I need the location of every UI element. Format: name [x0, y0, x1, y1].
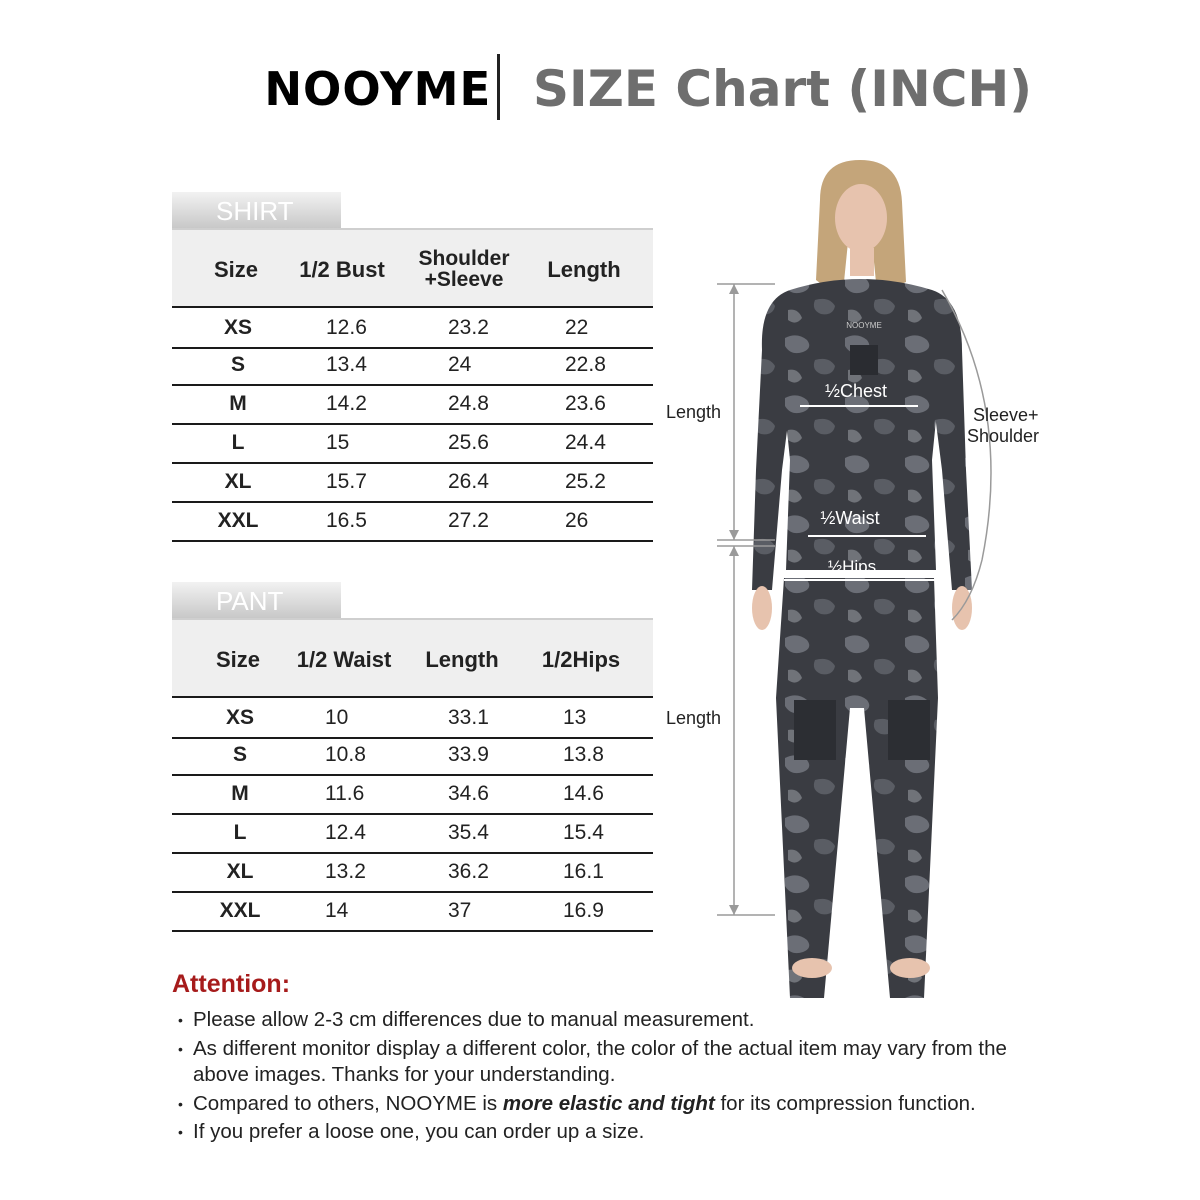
value-cell: 11.6	[325, 782, 365, 805]
waist-label: ½Waist	[820, 508, 880, 528]
col-header-size: Size	[215, 646, 261, 672]
attention-heading: Attention:	[172, 970, 291, 998]
table-row	[172, 852, 653, 893]
value-cell: 14	[325, 899, 349, 922]
value-cell: 15.4	[563, 821, 604, 844]
value-cell: 24.8	[448, 392, 489, 415]
col-header-bust: 1/2 Bust	[299, 256, 385, 282]
header-divider	[497, 54, 500, 120]
value-cell: 10	[325, 706, 349, 729]
brand-logo: NOOYME	[264, 62, 492, 116]
pant-size-table	[172, 582, 653, 932]
table-row	[172, 891, 653, 932]
col-header-hips: 1/2Hips	[541, 646, 621, 672]
value-cell: 22.8	[565, 353, 606, 376]
size-cell: XXL	[219, 899, 261, 922]
value-cell: 12.6	[326, 316, 367, 339]
table-row	[172, 345, 653, 386]
value-cell: 13.8	[563, 743, 604, 766]
note-text: Compared to others, NOOYME is	[193, 1091, 503, 1115]
value-cell: 26	[565, 509, 589, 532]
table-row	[172, 462, 653, 503]
note-item	[178, 1036, 1038, 1089]
note-text: If you prefer a loose one, you can order up a size.	[193, 1120, 645, 1143]
size-cell: M	[231, 782, 249, 805]
sleeve-label-line2: Shoulder	[967, 426, 1040, 446]
size-cell: M	[229, 392, 247, 415]
value-cell: 25.2	[565, 470, 606, 493]
pant-table-header	[172, 618, 653, 698]
size-cell: S	[232, 743, 247, 766]
table-row	[172, 501, 653, 542]
value-cell: 33.1	[448, 706, 489, 729]
value-cell: 12.4	[325, 821, 366, 844]
table-row	[172, 774, 653, 815]
value-cell: 25.6	[448, 431, 489, 454]
note-text: Please allow 2-3 cm differences due to manual measurement.	[193, 1008, 755, 1031]
size-cell: XS	[225, 706, 254, 729]
value-cell: 14.2	[326, 392, 367, 415]
col-header-size: Size	[213, 256, 259, 282]
page-header	[0, 52, 1200, 132]
value-cell: 13.4	[326, 353, 367, 376]
col-header-waist: 1/2 Waist	[296, 646, 392, 672]
note-text: for its compression function.	[714, 1091, 976, 1115]
shirt-size-table	[172, 192, 653, 542]
table-row	[172, 813, 653, 854]
note-item	[178, 1007, 1038, 1034]
top-length-label: Length	[666, 402, 722, 422]
table-row	[172, 423, 653, 464]
value-cell: 10.8	[325, 743, 366, 766]
attention-notes	[178, 1007, 1038, 1148]
value-cell: 22	[565, 316, 589, 339]
size-cell: S	[230, 353, 245, 376]
bottom-length-label: Length	[666, 708, 722, 728]
value-cell: 13	[563, 706, 587, 729]
page-title: SIZE Chart (INCH)	[533, 60, 1033, 118]
shirt-tab-label: SHIRT	[172, 192, 341, 228]
size-cell: XL	[226, 860, 254, 883]
value-cell: 34.6	[448, 782, 489, 805]
model-figure	[660, 150, 1080, 1000]
col-header-shoulder-sleeve: Shoulder +Sleeve	[418, 247, 510, 291]
table-row	[172, 696, 653, 739]
note-emphasis: more elastic and tight	[502, 1091, 715, 1115]
col-header-length: Length	[425, 646, 499, 672]
table-row	[172, 735, 653, 776]
sleeve-label-line1: Sleeve+	[973, 405, 1039, 425]
value-cell: 16.5	[326, 509, 367, 532]
value-cell: 37	[448, 899, 472, 922]
value-cell: 24	[448, 353, 472, 376]
value-cell: 23.2	[448, 316, 489, 339]
pant-tab-label: PANT	[172, 582, 341, 618]
garment-logo: NOOYME	[846, 321, 882, 330]
chest-label: ½Chest	[824, 381, 888, 401]
value-cell: 33.9	[448, 743, 489, 766]
value-cell: 26.4	[448, 470, 489, 493]
value-cell: 13.2	[325, 860, 366, 883]
value-cell: 16.9	[563, 899, 604, 922]
note-item	[178, 1091, 1038, 1118]
size-cell: XS	[223, 316, 252, 339]
size-cell: XL	[224, 470, 252, 493]
value-cell: 27.2	[448, 509, 489, 532]
model-illustration	[660, 150, 1080, 1000]
value-cell: 16.1	[563, 860, 604, 883]
value-cell: 36.2	[448, 860, 489, 883]
value-cell: 23.6	[565, 392, 606, 415]
size-cell: L	[233, 821, 247, 844]
hips-label: ½Hips	[827, 557, 877, 576]
value-cell: 24.4	[565, 431, 606, 454]
table-row	[172, 306, 653, 349]
value-cell: 15	[326, 431, 350, 454]
value-cell: 15.7	[326, 470, 367, 493]
shirt-table-header	[172, 228, 653, 308]
value-cell: 35.4	[448, 821, 489, 844]
table-row	[172, 384, 653, 425]
value-cell: 14.6	[563, 782, 604, 805]
size-cell: XXL	[217, 509, 259, 532]
note-item	[178, 1119, 1038, 1146]
size-cell: L	[231, 431, 245, 454]
note-text: As different monitor display a different color, the color of the actual item may vary from the above images. Thanks for your understanding.	[193, 1036, 1007, 1086]
col-header-length: Length	[547, 256, 621, 282]
